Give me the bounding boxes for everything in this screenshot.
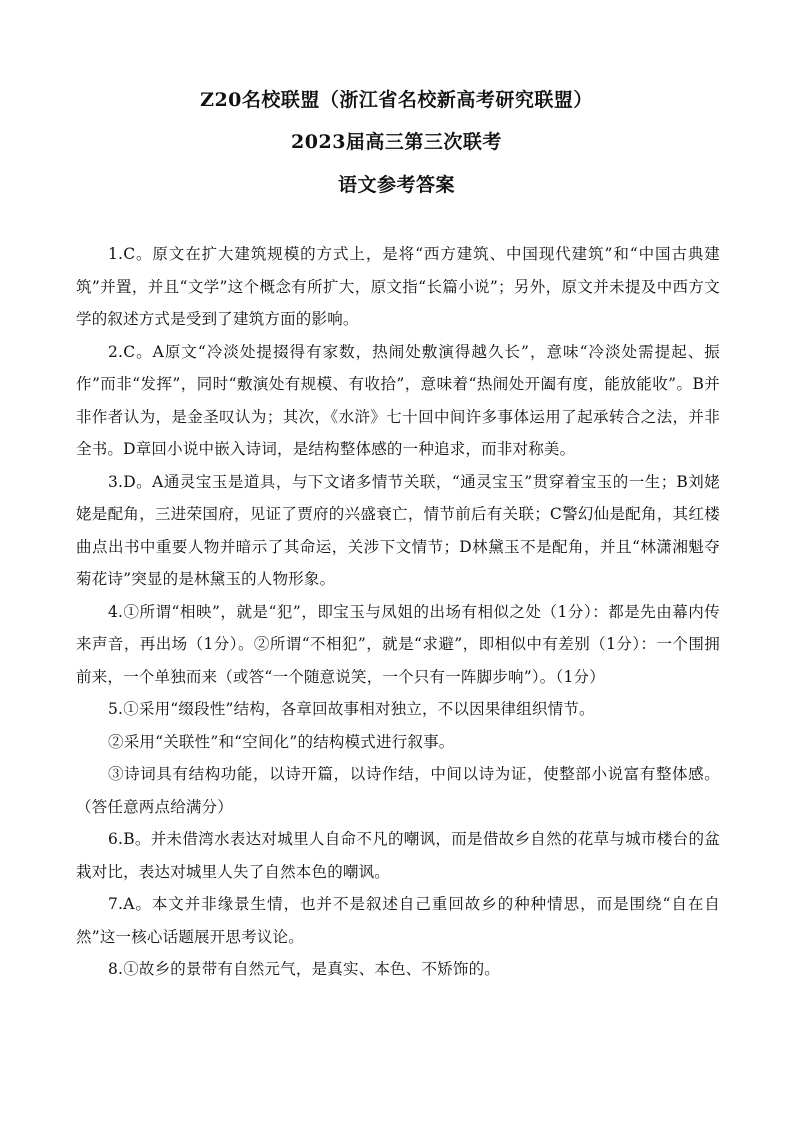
answer-q5-point3: ③诗词具有结构功能，以诗开篇，以诗作结，中间以诗为证，使整部小说富有整体感。（答任意两点给满分） [76,765,720,816]
answer-q2: 2.C。A原文“冷淡处提掇得有家数，热闹处敷演得越久长”，意味“冷淡处需提起、振作”而非“发挥”，同时“敷演处有规模、有收拾”，意味着“热闹处开阖有度，能放能收”。B并非作者认为，是金圣叹认为；其次，《水浒》七十回中间许多事体运用了起承转合之法，并非全书。D章回小说中嵌入诗词，是结构整体感的一种追求，而非对称美。 [76,342,720,458]
answer-q4: 4.①所谓“相映”，就是“犯”，即宝玉与凤姐的出场有相似之处（1分）：都是先由幕内传来声音，再出场（1分）。②所谓“不相犯”，就是“求避”，即相似中有差别（1分）：一个围拥前来，一个单独而来（或答“一个随意说笑，一个只有一阵脚步响”）。（1分） [76,602,720,686]
answer-q1: 1.C。原文在扩大建筑规模的方式上，是将“西方建筑、中国现代建筑”和“中国古典建筑”并置，并且“文学”这个概念有所扩大，原文指“长篇小说”；另外，原文并未提及中西方文学的叙述方式是受到了建筑方面的影响。 [76,245,720,328]
document-title-exam: 2023届高三第三次联考 [291,131,502,153]
answer-q3: 3.D。A通灵宝玉是道具，与下文诸多情节关联，“通灵宝玉”贯穿着宝玉的一生；B刘姥姥是配角，三进荣国府，见证了贾府的兴盛衰亡，情节前后有关联；C警幻仙是配角，其红楼曲点出书中重要人物并暗示了其命运，关涉下文情节；D林黛玉不是配角，并且“林潇湘魁夺菊花诗”突显的是林黛玉的人物形象。 [76,472,720,588]
answer-q6: 6.B。并未借湾水表达对城里人自命不凡的嘲讽，而是借故乡自然的花草与城市楼台的盆栽对比，表达对城里人失了自然本色的嘲讽。 [76,830,720,881]
answer-q8-point1: 8.①故乡的景带有自然元气，是真实、本色、不矫饰的。 [108,960,500,978]
answer-q5-point1: 5.①采用“缀段性”结构，各章回故事相对独立，不以因果律组织情节。 [108,700,595,718]
document-title-alliance: Z20名校联盟（浙江省名校新高考研究联盟） [200,89,593,111]
document-title-subject: 语文参考答案 [337,174,455,196]
answer-q7: 7.A。本文并非缘景生情，也并不是叙述自己重回故乡的种种情思，而是围绕“自在自然”这一核心话题展开思考议论。 [76,895,720,946]
answer-q5-point2: ②采用“关联性”和“空间化”的结构模式进行叙事。 [108,732,455,751]
answer-body [76,238,720,986]
